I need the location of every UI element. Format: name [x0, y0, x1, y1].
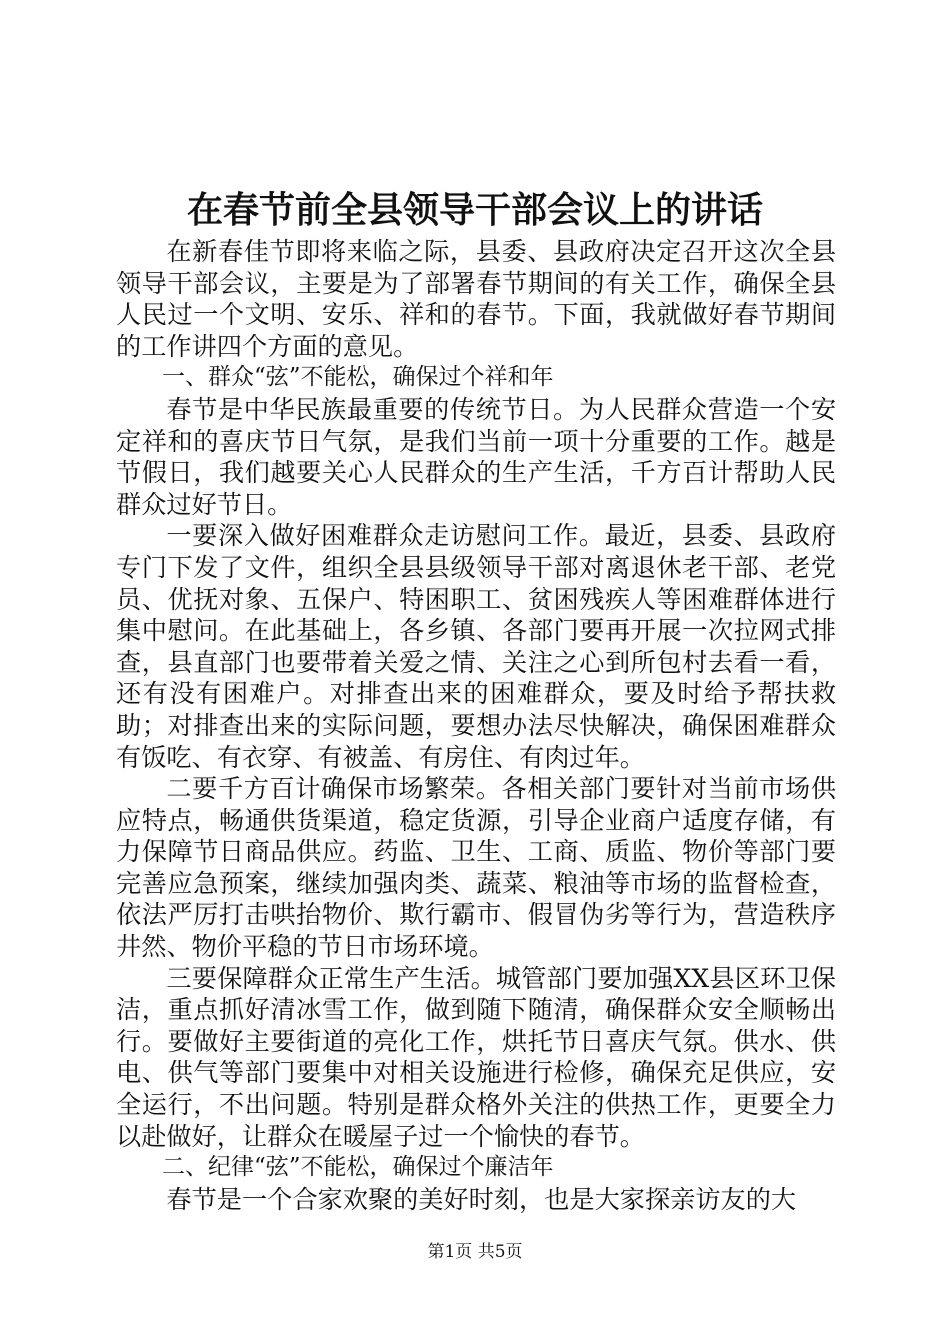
body-paragraph: 三要保障群众正常生产生活。城管部门要加强XX县区环卫保洁，重点抓好清冰雪工作，做到随下随清，确保群众安全顺畅出行。要做好主要街道的亮化工作，烘托节日喜庆气氛。供水、供电、供气等部门要集中对相关设施进行检修，确保充足供应，安全运行，不出问题。特别是群众格外关注的供热工作，更要全力以赴做好，让群众在暖屋子过一个愉快的春节。	[116, 963, 836, 1151]
document-body	[116, 236, 836, 1215]
section-heading-2: 二、纪律“弦”不能松，确保过个廉洁年	[162, 1154, 554, 1181]
body-paragraph: 二要千方百计确保市场繁荣。各相关部门要针对当前市场供应特点，畅通供货渠道，稳定货源，引导企业商户适度存储，有力保障节日商品供应。药监、卫生、工商、质监、物价等部门要完善应急预案，继续加强肉类、蔬菜、粮油等市场的监督检查，依法严厉打击哄抬物价、欺行霸市、假冒伪劣等行为，营造秩序井然、物价平稳的节日市场环境。	[116, 774, 836, 962]
section-heading-1: 一、群众“弦”不能松，确保过个祥和年	[162, 364, 554, 391]
body-paragraph: 春节是一个合家欢聚的美好时刻，也是大家探亲访友的大	[166, 1184, 797, 1214]
intro-paragraph: 在新春佳节即将来临之际，县委、县政府决定召开这次全县领导干部会议，主要是为了部署春节期间的有关工作，确保全县人民过一个文明、安乐、祥和的春节。下面，我就做好春节期间的工作讲四个方面的意见。	[116, 237, 836, 361]
document-title: 在春节前全县领导干部会议上的讲话	[186, 189, 763, 231]
page-footer: 第1页 共5页	[427, 1242, 523, 1262]
body-paragraph: 春节是中华民族最重要的传统节日。为人民群众营造一个安定祥和的喜庆节日气氛，是我们当前一项十分重要的工作。越是节假日，我们越要关心人民群众的生产生活，千方百计帮助人民群众过好节日。	[116, 394, 836, 519]
body-paragraph: 一要深入做好困难群众走访慰问工作。最近，县委、县政府专门下发了文件，组织全县县级领导干部对离退休老干部、老党员、优抚对象、五保户、特困职工、贫困残疾人等困难群体进行集中慰问。在此基础上，各乡镇、各部门要再开展一次拉网式排查，县直部门也要带着关爱之情、关注之心到所包村去看一看，还有没有困难户。对排查出来的困难群众，要及时给予帮扶救助；对排查出来的实际问题，要想办法尽快解决，确保困难群众有饭吃、有衣穿、有被盖、有房住、有肉过年。	[116, 521, 836, 772]
